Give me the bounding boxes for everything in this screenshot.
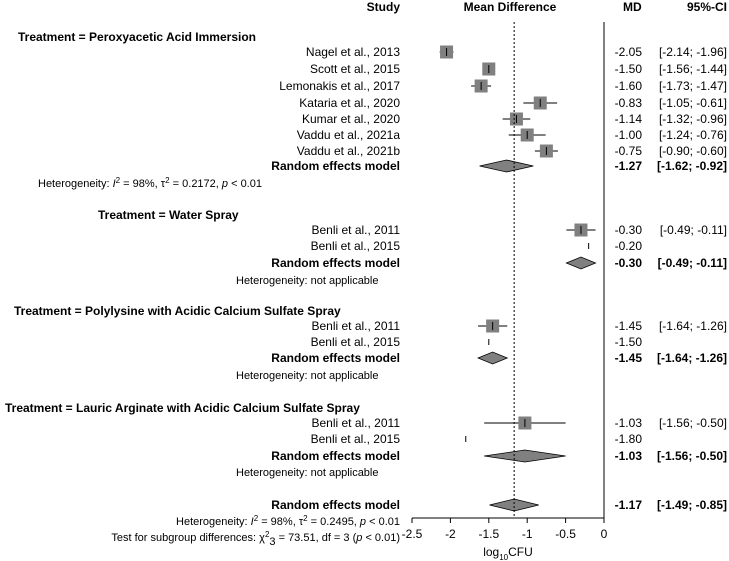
subgroup-3-study-1-ci: [-1.64; -1.26] [658,319,727,333]
subgroup-1-study-3-ci: [-1.73; -1.47] [658,79,727,93]
subgroup-1-study-3-name: Lemonakis et al., 2017 [279,79,400,93]
overall-het-i2-value: = 98%, [258,516,299,528]
overall-het-tau: τ [298,516,304,528]
het-i2: I [112,178,116,190]
subgroup-4-model-md: -1.03 [614,449,642,463]
subgroup-title-1: Treatment = Peroxyacetic Acid Immersion [18,30,256,44]
subgroup-4-model-diamond [484,450,565,462]
subgroup-1-study-4-md: -0.83 [614,96,642,110]
x-axis-label [483,545,533,561]
subgroup-1-study-7-ci: [-0.90; -0.60] [658,144,727,158]
het-tau-value: = 0.2172, [169,178,222,190]
subgroup-4-study-1-md: -1.03 [614,416,642,430]
subgroup-1-study-4-name: Kataria et al., 2020 [299,96,400,110]
subgroup-2-model-md: -0.30 [614,256,642,270]
het-p: p [221,178,229,190]
het-p-value: < 0.01 [228,178,262,190]
header-study: Study [366,0,400,14]
subgroup-1-study-6-md: -1.00 [614,128,642,142]
subgroup-1-study-1-name: Nagel et al., 2013 [305,45,400,59]
overall-model-label: Random effects model [271,498,400,512]
subgroup-3-model-md: -1.45 [614,351,642,365]
subgroup-2-model-diamond [566,257,595,269]
subgroup-3-model-ci: [-1.64; -1.26] [656,351,727,365]
x-axis-label-tail: CFU [508,545,533,559]
subgroup-1-study-2-md: -1.50 [614,62,642,76]
het-i2-sup: 2 [115,176,121,185]
overall-het-i2: I [250,516,254,528]
subgroup-2-model-ci: [-0.49; -0.11] [657,256,727,270]
overall-het-tau-value: = 0.2495, [307,516,360,528]
overall-het-i2-sup: 2 [253,514,259,523]
subgroup-test-value: = 73.51, df = 3 ( [275,532,357,544]
subgroup-1-study-3-md: -1.60 [614,79,642,93]
overall-heterogeneity [176,514,400,528]
overall-het-tau-sup: 2 [303,514,308,523]
subgroup-1-study-7-md: -0.75 [614,144,642,158]
subgroup-2-study-1-name: Benli et al., 2011 [311,223,400,237]
subgroup-3-study-1-md: -1.45 [614,319,642,333]
overall-het-prefix: Heterogeneity: [176,516,251,528]
subgroup-1-study-7-name: Vaddu et al., 2021b [296,144,400,158]
x-axis-label-main: log [483,545,500,559]
subgroup-1-model-label: Random effects model [271,159,400,173]
subgroup-2-study-2-md: -0.20 [614,239,642,253]
subgroup-2-study-2-name: Benli et al., 2015 [310,239,400,253]
subgroup-1-study-6-ci: [-1.24; -0.76] [658,128,727,142]
subgroup-1-study-5-ci: [-1.32; -0.96] [658,112,727,126]
subgroup-4-heterogeneity: Heterogeneity: not applicable [236,467,379,479]
header-mean-difference: Mean Difference [463,0,557,14]
subgroup-1-study-1-ci: [-2.14; -1.96] [658,45,727,59]
overall-het-p: p [359,516,367,528]
subgroup-test-chi-sub: 3 [269,536,276,548]
subgroup-1-study-4-ci: [-1.05; -0.61] [658,96,727,110]
subgroup-difference-test [111,530,400,548]
subgroup-1-study-6-name: Vaddu et al., 2021a [296,128,400,142]
x-tick-label-1: -2.5 [401,527,423,541]
subgroup-4-study-1-name: Benli et al., 2011 [311,416,400,430]
x-tick-label-5: -0.5 [555,527,576,541]
subgroup-title-4: Treatment = Lauric Arginate with Acidic Calcium Sulfate Spray [5,401,360,415]
subgroup-1-study-1-md: -2.05 [614,45,642,59]
subgroup-1-model-ci: [-1.62; -0.92] [656,159,727,173]
subgroup-2-heterogeneity: Heterogeneity: not applicable [236,275,379,287]
subgroup-2-study-1-md: -0.30 [614,223,642,237]
overall-model-ci: [-1.49; -0.85] [656,498,727,512]
subgroup-1-model-md: -1.27 [614,159,642,173]
subgroup-4-model-ci: [-1.56; -0.50] [656,449,727,463]
subgroup-3-study-2-name: Benli et al., 2015 [310,335,400,349]
x-tick-label-3: -1.5 [478,527,500,541]
x-tick-label-4: -1 [521,527,533,541]
het-prefix: Heterogeneity: [38,178,113,190]
overall-het-p-value: < 0.01 [366,516,400,528]
subgroup-2-model-label: Random effects model [271,256,400,270]
het-tau-sup: 2 [165,176,170,185]
subgroup-title-3: Treatment = Polylysine with Acidic Calcium Sulfate Spray [14,304,341,318]
subgroup-4-study-2-name: Benli et al., 2015 [310,432,400,446]
header-md: MD [623,0,642,14]
x-axis-label-sub: 10 [499,553,509,561]
subgroup-title-2: Treatment = Water Spray [98,208,239,222]
het-tau: τ [160,178,166,190]
subgroup-test-prefix: Test for subgroup differences: [111,532,260,544]
subgroup-3-study-2-md: -1.50 [614,335,642,349]
subgroup-1-study-5-name: Kumar et al., 2020 [301,112,400,126]
subgroup-test-p: p [356,532,363,544]
overall-model-md: -1.17 [614,498,642,512]
subgroup-test-chi: χ [259,532,265,544]
subgroup-1-heterogeneity [38,176,262,190]
x-tick-label-6: 0 [600,527,608,541]
subgroup-4-model-label: Random effects model [271,449,400,463]
subgroup-1-study-2-name: Scott et al., 2015 [309,62,400,76]
subgroup-3-model-label: Random effects model [271,351,400,365]
het-i2-value: = 98%, [120,178,161,190]
subgroup-1-model-diamond [480,160,534,172]
subgroup-test-chi-sup: 2 [264,530,270,539]
overall-model-diamond [490,499,539,511]
header-ci: 95%-CI [686,0,727,14]
x-tick-label-2: -2 [445,527,456,541]
subgroup-test-p-value: < 0.01) [362,532,400,544]
subgroup-4-study-1-ci: [-1.56; -0.50] [658,416,727,430]
subgroup-1-study-5-md: -1.14 [614,112,642,126]
subgroup-2-study-1-ci: [-0.49; -0.11] [659,223,727,237]
subgroup-1-study-2-ci: [-1.56; -1.44] [658,62,727,76]
subgroup-3-model-diamond [478,352,507,364]
subgroup-3-heterogeneity: Heterogeneity: not applicable [236,370,379,382]
subgroup-3-study-1-name: Benli et al., 2011 [311,319,400,333]
subgroup-4-study-2-md: -1.80 [614,432,642,446]
